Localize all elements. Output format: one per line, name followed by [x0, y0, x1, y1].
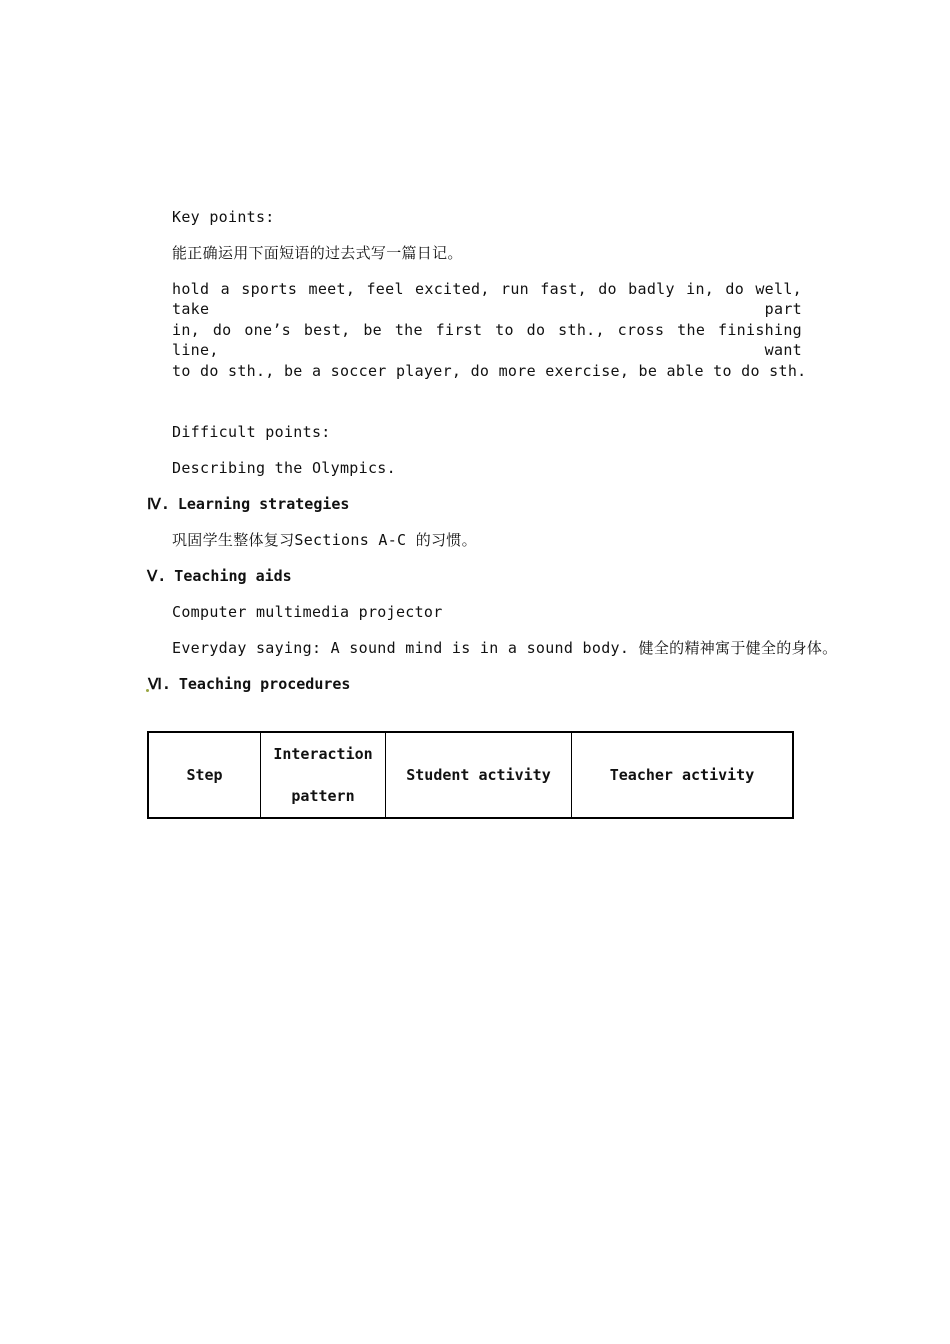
section-title: Teaching procedures	[178, 675, 351, 693]
table-header-interaction-line-1: Interaction	[273, 745, 373, 763]
table-header-row	[148, 732, 793, 818]
key-points-phrases-line-2: in, do one’s best, be the first to do sth., cross the finishing line, want	[172, 321, 802, 359]
table-header-student-activity: Student activity	[386, 732, 572, 818]
table-header-teacher-activity: Teacher activity	[572, 732, 794, 818]
section-heading-learning-strategies	[147, 494, 349, 514]
key-points-phrases-line-1: hold a sports meet, feel excited, run fast, do badly in, do well, take part	[172, 280, 802, 318]
table-header-interaction-pattern	[261, 732, 386, 818]
section-title: Teaching aids	[174, 567, 292, 585]
difficult-points-text: Describing the Olympics.	[172, 459, 396, 477]
section-number: Ⅵ.	[148, 675, 171, 693]
key-points-phrases-line-3: to do sth., be a soccer player, do more exercise, be able to do sth.	[172, 362, 807, 380]
everyday-saying-text: Everyday saying: A sound mind is in a sound body. 健全的精神寓于健全的身体。	[172, 639, 838, 657]
key-points-label: Key points:	[172, 208, 275, 226]
section-heading-teaching-aids	[147, 566, 292, 586]
table-header-interaction-line-2: pattern	[291, 787, 355, 805]
key-points-instruction: 能正确运用下面短语的过去式写一篇日记。	[172, 244, 463, 262]
section-title: Learning strategies	[177, 495, 350, 513]
difficult-points-label: Difficult points:	[172, 423, 331, 441]
teaching-procedures-table	[147, 731, 794, 819]
learning-strategies-text: 巩固学生整体复习Sections A-C 的习惯。	[172, 531, 477, 549]
section-heading-teaching-procedures	[147, 674, 350, 694]
teaching-aid-text: Computer multimedia projector	[172, 603, 443, 621]
section-number: Ⅴ.	[147, 567, 167, 585]
section-number: Ⅳ.	[147, 495, 170, 513]
table-header-step: Step	[148, 732, 261, 818]
